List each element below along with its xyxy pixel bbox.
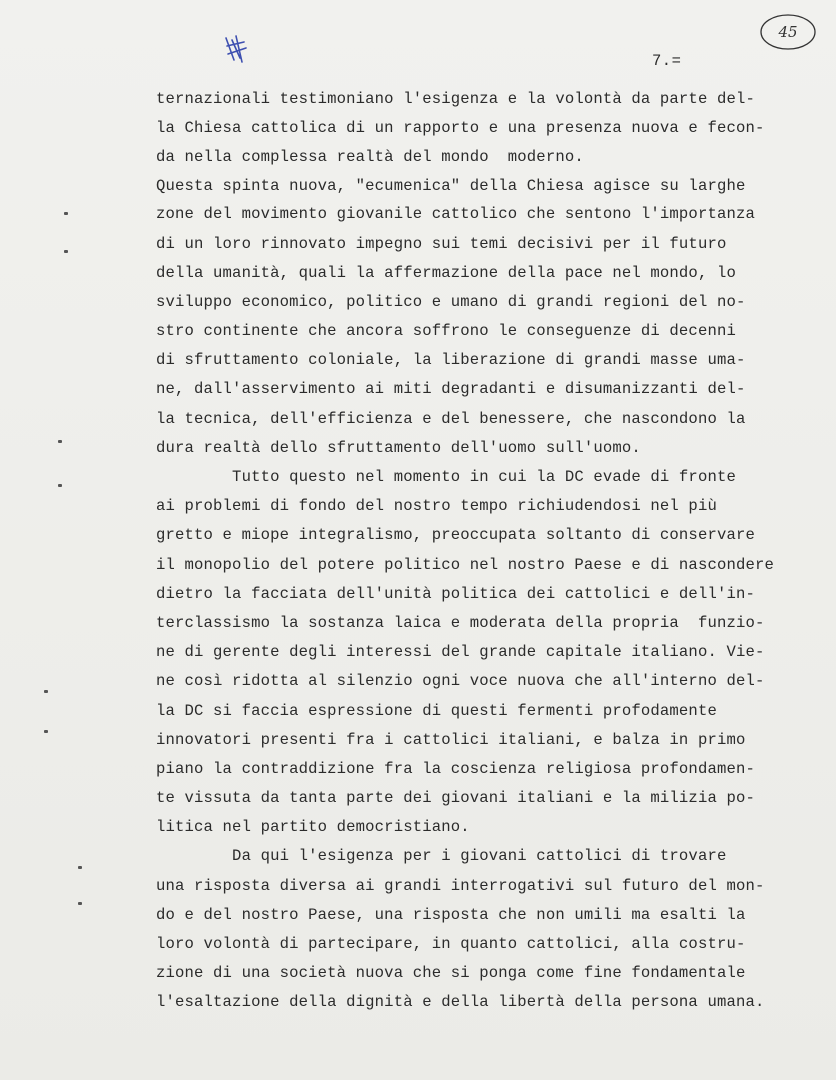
text-line: ne, dall'asservimento ai miti degradanti e disumanizzanti del-: [156, 380, 746, 399]
margin-speck: [44, 730, 48, 733]
text-line: l'esaltazione della dignità e della libertà della persona umana.: [156, 993, 765, 1012]
archive-number-stamp: [758, 12, 818, 52]
text-line: ne così ridotta al silenzio ogni voce nuova che all'interno del-: [156, 672, 765, 691]
margin-speck: [58, 484, 62, 487]
text-line: zone del movimento giovanile cattolico che sentono l'importanza: [156, 205, 755, 224]
text-line: Questa spinta nuova, "ecumenica" della Chiesa agisce su larghe: [156, 176, 746, 195]
margin-speck: [78, 902, 82, 905]
text-line: loro volontà di partecipare, in quanto cattolici, alla costru-: [156, 935, 746, 954]
text-line: una risposta diversa ai grandi interrogativi sul futuro del mon-: [156, 876, 765, 895]
text-line: Tutto questo nel momento in cui la DC evade di fronte: [156, 468, 736, 487]
text-line: do e del nostro Paese, una risposta che non umili ma esalti la: [156, 905, 746, 924]
text-line: sviluppo economico, politico e umano di grandi regioni del no-: [156, 292, 746, 311]
margin-speck: [64, 250, 68, 253]
text-line: la DC si faccia espressione di questi fermenti profodamente: [156, 701, 717, 720]
text-line: di un loro rinnovato impegno sui temi decisivi per il futuro: [156, 234, 727, 253]
text-line: ne di gerente degli interessi del grande capitale italiano. Vie-: [156, 643, 765, 662]
text-line: da nella complessa realtà del mondo moderno.: [156, 148, 584, 167]
handwritten-mark-icon: [222, 34, 250, 64]
text-line: piano la contraddizione fra la coscienza religiosa profondamen-: [156, 759, 755, 778]
page-number: 7.=: [652, 52, 682, 70]
typed-text-body: [156, 85, 796, 1018]
text-line: il monopolio del potere politico nel nostro Paese e di nascondere: [156, 555, 775, 574]
margin-speck: [78, 866, 82, 869]
text-line: dura realtà dello sfruttamento dell'uomo sull'uomo.: [156, 438, 641, 457]
margin-speck: [58, 440, 62, 443]
text-line: dietro la facciata dell'unità politica dei cattolici e dell'in-: [156, 584, 755, 603]
text-line: terclassismo la sostanza laica e moderata della propria funzio-: [156, 613, 765, 632]
margin-speck: [44, 690, 48, 693]
archive-number: 45: [778, 23, 798, 41]
text-line: zione di una società nuova che si ponga come fine fondamentale: [156, 964, 746, 983]
text-line: la tecnica, dell'efficienza e del benessere, che nascondono la: [156, 409, 746, 428]
text-line: innovatori presenti fra i cattolici italiani, e balza in primo: [156, 730, 746, 749]
text-line: Da qui l'esigenza per i giovani cattolici di trovare: [156, 847, 727, 866]
text-line: della umanità, quali la affermazione della pace nel mondo, lo: [156, 263, 736, 282]
margin-speck: [64, 212, 68, 215]
text-line: ternazionali testimoniano l'esigenza e la volontà da parte del-: [156, 90, 755, 108]
text-line: litica nel partito democristiano.: [156, 818, 470, 837]
text-line: te vissuta da tanta parte dei giovani italiani e la milizia po-: [156, 789, 755, 808]
text-line: stro continente che ancora soffrono le conseguenze di decenni: [156, 322, 736, 341]
text-line: gretto e miope integralismo, preoccupata soltanto di conservare: [156, 526, 755, 545]
text-line: ai problemi di fondo del nostro tempo richiudendosi nel più: [156, 497, 717, 516]
text-line: la Chiesa cattolica di un rapporto e una presenza nuova e fecon-: [156, 119, 765, 138]
text-line: di sfruttamento coloniale, la liberazione di grandi masse uma-: [156, 351, 746, 370]
